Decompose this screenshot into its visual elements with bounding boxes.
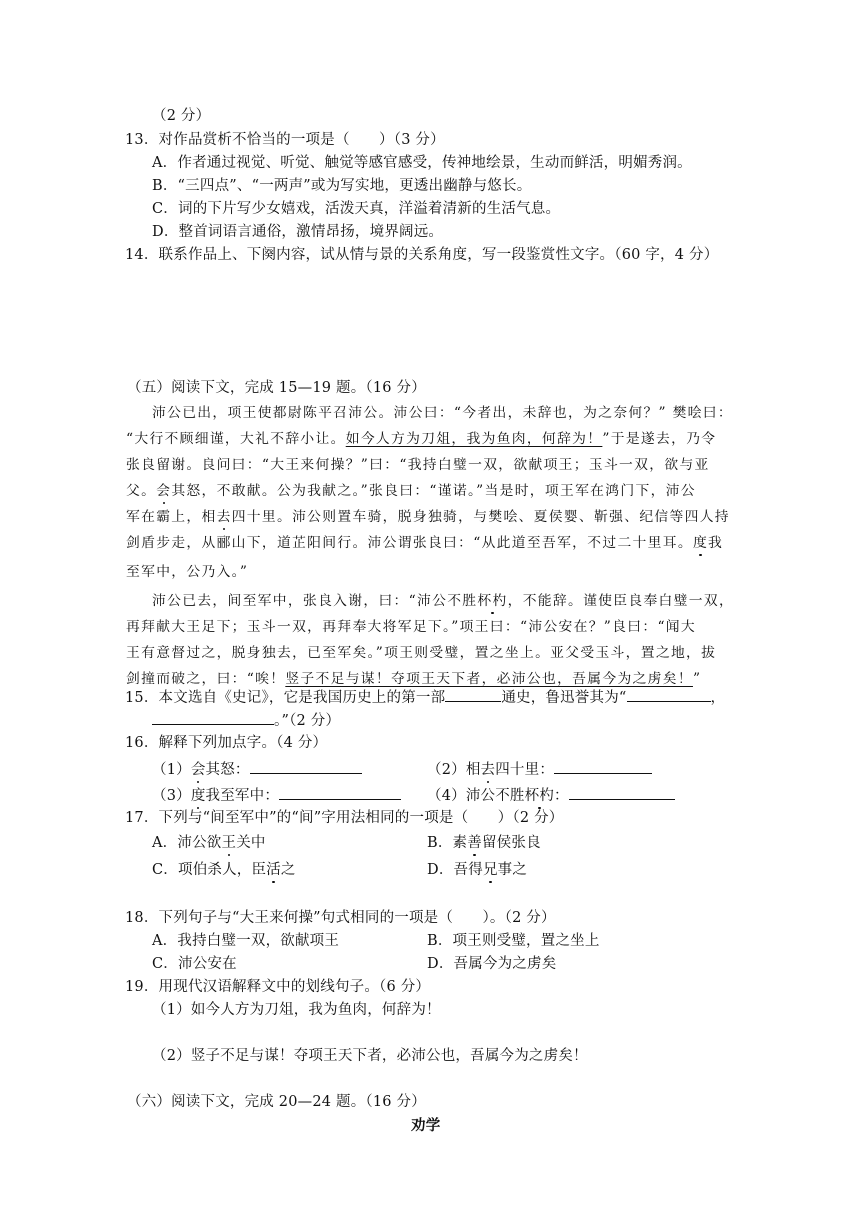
dotted-char: 去: [216, 509, 232, 525]
dotted-char: 兄: [482, 862, 498, 878]
question-19-stem: 19．用现代汉语解释文中的划线句子。（6 分）: [125, 979, 431, 995]
underlined-sentence-1: 如今人方为刀俎，我为鱼肉，何辞为！: [345, 431, 603, 447]
passage-line: 军在霸上，相去四十里。沛公则置车骑，脱身独骑，与樊哙、夏侯婴、靳强、纪信等四人持: [126, 509, 730, 525]
passage-line: 至军中，公乃入。”: [126, 564, 249, 580]
q13-option-a: A．作者通过视觉、听觉、触觉等感官感受，传神地绘景，生动而鲜活，明媚秀润。: [152, 155, 692, 171]
q17-option-c: C．项伯杀人，臣活之: [152, 862, 296, 878]
underlined-sentence-2: 竖子不足与谋！夺项王天下者，必沛公也，吾属今为之虏矣！: [285, 671, 693, 687]
passage-line: 沛公已去，间至军中，张良入谢，曰：“沛公不胜杯杓，不能辞。谨使臣良奉白璧一双，: [152, 593, 735, 609]
question-16-stem: 16．解释下列加点字。（4 分）: [125, 735, 328, 751]
passage-title: 劝学: [411, 1117, 441, 1134]
q16-item-3: （3）度我至军中：: [152, 785, 401, 806]
question-17-stem: 17．下列与“间至军中”的“间”字用法相同的一项是（ ）（2 分）: [125, 810, 564, 826]
question-18-stem: 18．下列句子与“大王来何操”句式相同的一项是（ ）。（2 分）: [125, 910, 556, 926]
passage-line: 再拜献大王足下；玉斗一双，再拜奉大将军足下。”项王曰：“沛公安在？”良曰：“闻大: [126, 619, 696, 635]
question-13-stem: 13．对作品赏析不恰当的一项是（ ）（3 分）: [125, 132, 445, 148]
q17-option-d: D．吾得兄事之: [427, 862, 528, 878]
q16-item-2: （2）相去四十里：: [427, 759, 652, 780]
dotted-char: 杯杓: [524, 788, 555, 804]
score-note: （2 分）: [152, 108, 211, 124]
q19-item-2: （2）竖子不足与谋！夺项王天下者，必沛公也，吾属今为之虏矣！: [152, 1048, 588, 1064]
passage-line: 沛公已出，项王使都尉陈平召沛公。沛公曰：“今者出，未辞也，为之奈何？” 樊哙曰：: [152, 405, 733, 421]
q19-item-1: （1）如今人方为刀俎，我为鱼肉，何辞为！: [152, 1002, 441, 1018]
q13-option-d: D．整首词语言通俗，激情昂扬，境界阔远。: [152, 224, 444, 240]
q17-option-b: B．素善留侯张良: [427, 835, 541, 851]
dotted-char: 王: [221, 835, 237, 851]
passage-line: “大行不顾细谨，大礼不辞小让。如今人方为刀俎，我为鱼肉，何辞为！”于是遂去，乃令: [126, 431, 717, 447]
question-15-line-1: 15．本文选自《史记》，它是我国历史上的第一部 通史，鲁迅誉其为“ ，: [125, 687, 725, 708]
passage-line: 剑撞而破之，曰：“唉！竖子不足与谋！夺项王天下者，必沛公也，吾属今为之虏矣！”: [126, 671, 702, 687]
passage-line: 父。会其怒，不敢献。公为我献之。”张良曰：“谨诺。”当是时，项王军在鸿门下，沛公: [126, 483, 696, 499]
q13-option-b: B．“三四点”、“一两声”或为写实地，更透出幽静与悠长。: [152, 178, 532, 194]
section-6-heading: （六）阅读下文，完成 20—24 题。（16 分）: [127, 1094, 426, 1110]
answer-blank: [279, 785, 401, 800]
q18-option-c: C．沛公安在: [152, 956, 237, 972]
passage-line: 王有意督过之，脱身独去，已至军矣。”项王则受璧，置之坐上。亚父受玉斗，置之地，拔: [126, 645, 717, 661]
q18-option-a: A．我持白璧一双，欲献项王: [152, 933, 340, 949]
q18-option-b: B．项王则受璧，置之坐上: [427, 933, 600, 949]
answer-blank: [569, 785, 675, 800]
q13-option-c: C．词的下片写少女嬉戏，活泼天真，洋溢着清新的生活气息。: [152, 201, 561, 217]
section-5-heading: （五）阅读下文，完成 15—19 题。（16 分）: [127, 380, 426, 396]
dotted-char: 会: [190, 762, 206, 778]
passage-line: 张良留谢。良问曰：“大王来何操？”曰：“我持白璧一双，欲献项王；玉斗一双，欲与亚: [126, 457, 710, 473]
dotted-char: 去: [480, 762, 496, 778]
q18-option-d: D．吾属今为之虏矣: [427, 956, 557, 972]
answer-blank: [152, 710, 274, 725]
answer-blank: [627, 687, 711, 702]
dotted-char: 会: [156, 483, 172, 499]
dotted-char: 活: [266, 862, 281, 878]
dotted-char: 度: [190, 788, 206, 804]
question-14-stem: 14．联系作品上、下阕内容，试从情与景的关系角度，写一段鉴赏性文字。（60 字，4 分）: [125, 247, 719, 263]
passage-line: 剑盾步走，从郦山下，道芷阳间行。沛公谓张良曰：“从此道至吾军，不过二十里耳。度我: [126, 535, 724, 551]
q17-option-a: A．沛公欲王关中: [152, 835, 266, 851]
answer-blank: [554, 759, 652, 774]
question-15-line-2: 。”（2 分）: [152, 710, 340, 731]
q16-item-1: （1）会其怒：: [152, 759, 362, 780]
answer-blank: [445, 687, 501, 702]
dotted-char: 杯杓: [477, 593, 508, 609]
answer-blank: [250, 759, 362, 774]
dotted-char: 善: [467, 835, 482, 851]
q16-item-4: （4）沛公不胜杯杓：: [427, 785, 675, 806]
dotted-char: 度: [692, 535, 709, 551]
